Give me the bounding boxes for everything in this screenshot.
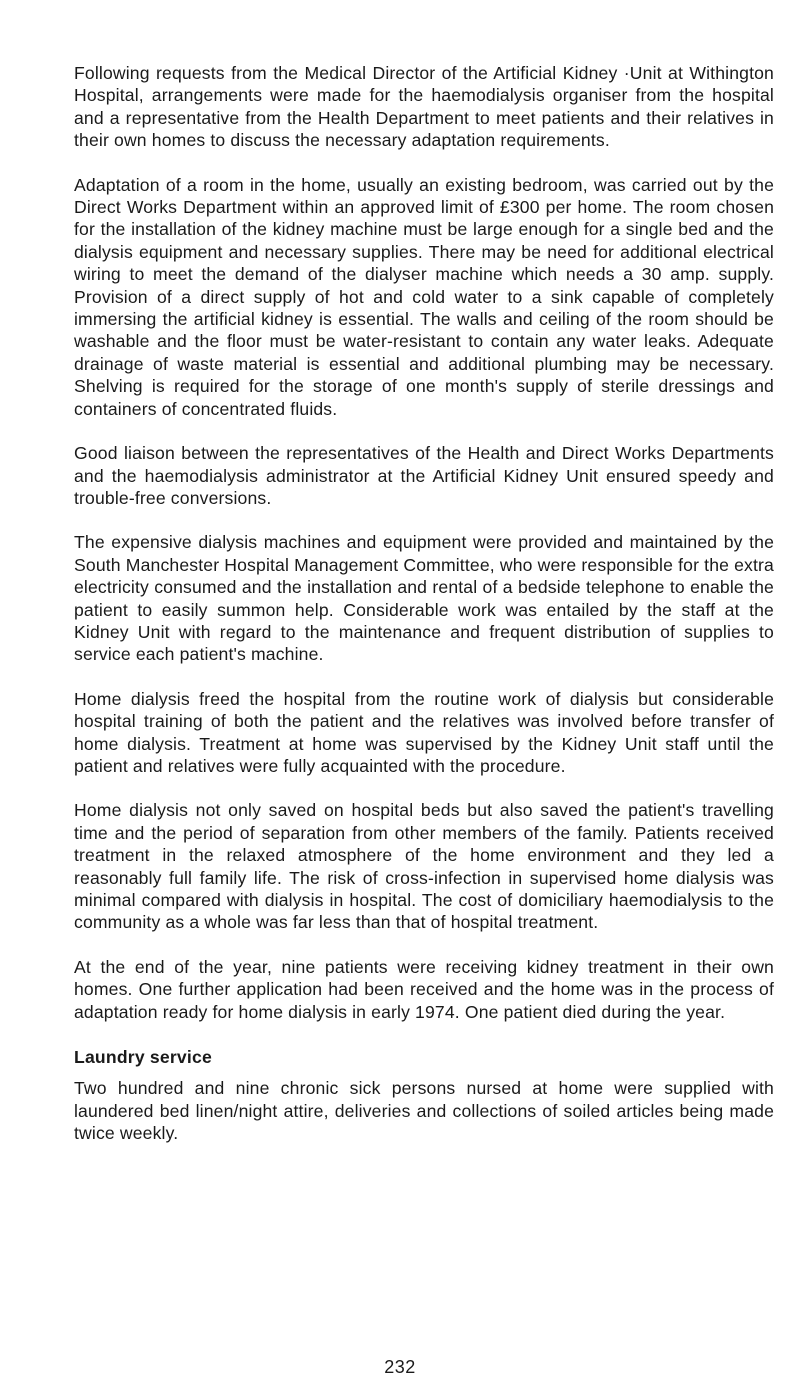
paragraph-year-end-status: At the end of the year, nine patients were receiving kidney treatment in their own homes. One further application had been received and the home was in the process of adaptation ready for home dialysis in early 1974. One patient died during the year. <box>74 956 774 1022</box>
paragraph-hospital-training: Home dialysis freed the hospital from the routine work of dialysis but considerable hospital training of both the patient and the relatives was involved before transfer of home dialysis. Treatment at home was supervised by the Kidney Unit staff until the patient and relatives were fully acquainted with the procedure. <box>74 688 774 776</box>
paragraph-laundry-service: Two hundred and nine chronic sick persons nursed at home were supplied with laundered bed linen/night attire, deliveries and collections of soiled articles being made twice weekly. <box>74 1078 774 1144</box>
paragraph-benefits: Home dialysis not only saved on hospital beds but also saved the patient's travelling time and the period of separation from other members of the family. Patients received treatment in the relaxed atmosphere of the home environment and they led a reasonably full family life. The risk of cross-infection in supervised home dialysis was minimal compared with dialysis in hospital. The cost of domiciliary haemodialysis to the community as a whole was far less than that of hospital treatment. <box>74 800 774 933</box>
paragraph-equipment: The expensive dialysis machines and equipment were provided and maintained by the South Manchester Hospital Management Committee, who were responsible for the extra electricity consumed and the installation and rental of a bedside telephone to enable the patient to easily summon help. Considerable work was entailed by the staff at the Kidney Unit with regard to the maintenance and frequent distribution of supplies to service each patient's machine. <box>74 532 774 665</box>
document-body <box>74 62 774 1145</box>
section-heading-laundry: Laundry service <box>74 1047 212 1068</box>
page-number: 232 <box>384 1357 416 1377</box>
paragraph-room-adaptation: Adaptation of a room in the home, usually an existing bedroom, was carried out by the Direct Works Department within an approved limit of £300 per home. The room chosen for the installation of the kidney machine must be large enough for a single bed and the dialysis equipment and necessary supplies. There may be need for additional electrical wiring to meet the demand of the dialyser machine which needs a 30 amp. supply. Provision of a direct supply of hot and cold water to a sink capable of completely immersing the artificial kidney is essential. The walls and ceiling of the room should be washable and the floor must be water-resistant to contain any water leaks. Adequate drainage of waste material is essential and additional plumbing may be necessary. Shelving is required for the storage of one month's supply of sterile dressings and containers of concentrated fluids. <box>74 174 774 419</box>
paragraph-home-dialysis-visits: Following requests from the Medical Director of the Artificial Kidney ·Unit at Withington Hospital, arrangements were made for the haemodialysis organiser from the hospital and a representative from the Health Department to meet patients and their relatives in their own homes to discuss the necessary adaptation requirements. <box>74 63 774 151</box>
paragraph-liaison: Good liaison between the representatives of the Health and Direct Works Departments and the haemodialysis administrator at the Artificial Kidney Unit ensured speedy and trouble-free conversions. <box>74 443 774 508</box>
